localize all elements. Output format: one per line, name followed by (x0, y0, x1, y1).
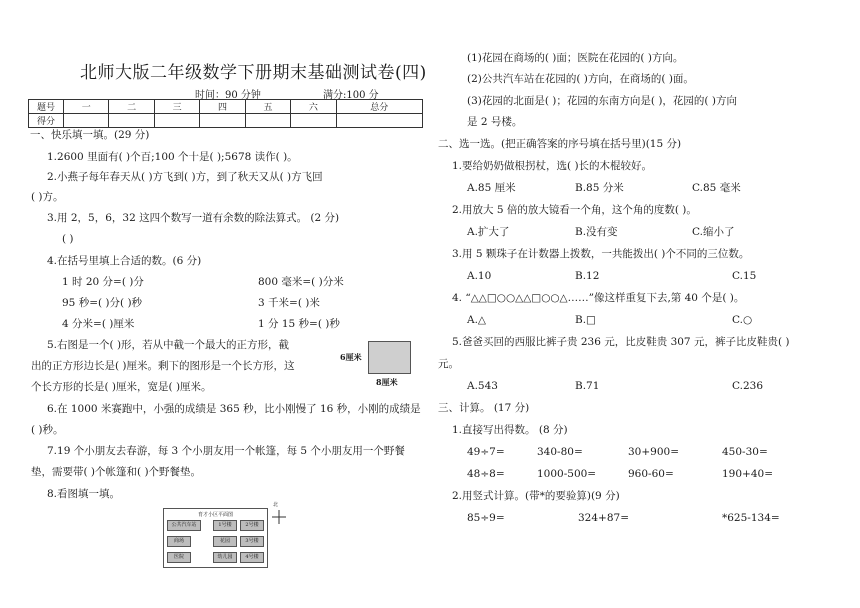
full-score: 满分:100 分 (323, 90, 379, 101)
question-1-3: 3.用 2，5，6，32 这四个数写一道有余数的除法算式。 (2 分) (47, 212, 340, 224)
question-1-7: 7.19 个小朋友去春游，每 3 个小朋友用一个帐篷，每 5 个小朋友用一个野餐 (47, 445, 405, 457)
vertical-calc-item: 85÷9= (467, 512, 505, 524)
vertical-calc-item: 324+87= (578, 512, 629, 524)
page-title: 北师大版二年级数学下册期末基础测试卷(四) (80, 63, 427, 83)
choice-question-2: 2.用放大 5 倍的放大镜看一个角，这个角的度数( )。 (452, 204, 697, 216)
choice-option[interactable]: B.没有变 (575, 226, 618, 238)
choice-option[interactable]: A.△ (467, 314, 486, 326)
score-input-cell[interactable] (336, 114, 422, 128)
choice-option[interactable]: C.缩小了 (692, 226, 735, 238)
question-1-5-cont: 出的正方形边长是( )厘米。剩下的图形是一个长方形，这 (31, 360, 295, 372)
choice-option[interactable]: C.85 毫米 (692, 182, 741, 194)
score-cell: 三 (154, 100, 199, 114)
conversion-item: 95 秒=( )分( )秒 (62, 297, 143, 309)
question-1-5: 5.右图是一个( )形，若从中截一个最大的正方形，截 (47, 339, 290, 351)
section-2-title: 二、选一选。(把正确答案的序号填在括号里)(15 分) (438, 138, 682, 150)
choice-question-4: 4. “△△□○○△△□○○△……”像这样重复下去,第 40 个是( )。 (452, 292, 745, 304)
question-1-2-cont: ( )方。 (31, 191, 64, 203)
choice-question-5: 5.爸爸买回的西服比裤子贵 236 元，比皮鞋贵 307 元，裤子比皮鞋贵( ) (452, 336, 790, 348)
score-cell: 总分 (336, 100, 422, 114)
score-table (28, 99, 423, 128)
calc-item: 1000-500= (537, 468, 597, 480)
rectangle-figure (368, 341, 411, 374)
score-cell: 一 (64, 100, 109, 114)
calc-item: 960-60= (628, 468, 674, 480)
choice-option[interactable]: A.10 (467, 270, 492, 282)
conversion-item: 4 分米=( )厘米 (62, 318, 135, 330)
calc-item: 190+40= (722, 468, 773, 480)
compass-icon (271, 506, 291, 526)
calc-item: 340-80= (537, 446, 583, 458)
score-cell: 四 (200, 100, 245, 114)
map-cell-bus-station: 公共汽车站 (167, 520, 201, 531)
question-1-4: 4.在括号里填上合适的数。(6 分) (47, 255, 202, 267)
conversion-item: 800 毫米=( )分米 (258, 276, 344, 288)
choice-option[interactable]: B.85 分米 (575, 182, 624, 194)
score-cell: 二 (109, 100, 154, 114)
choice-question-3: 3.用 5 颗珠子在计数器上拨数，一共能拨出( )个不同的三位数。 (452, 248, 750, 260)
score-cell: 得分 (29, 114, 64, 128)
question-1-5-cont: 个长方形的长是( )厘米，宽是( )厘米。 (31, 381, 212, 393)
conversion-item: 1 时 20 分=( )分 (62, 276, 144, 288)
map-cell-mall: 商场 (167, 536, 191, 547)
map-cell-hospital: 医院 (167, 552, 191, 563)
question-1-2: 2.小燕子每年春天从( )方飞到( )方，到了秋天又从( )方飞回 (47, 171, 323, 183)
question-map-3-cont: 是 2 号楼。 (467, 116, 523, 128)
score-input-cell[interactable] (154, 114, 199, 128)
score-input-cell[interactable] (109, 114, 154, 128)
vertical-calc-item: *625-134= (722, 512, 780, 524)
map-cell-building-3: 3号楼 (240, 536, 264, 547)
calc-item: 30+900= (628, 446, 679, 458)
choice-option[interactable]: C.15 (732, 270, 757, 282)
question-1-6: 6.在 1000 米赛跑中，小强的成绩是 365 秒，比小刚慢了 16 秒，小刚的成绩是 (47, 403, 421, 415)
choice-option[interactable]: B.71 (575, 380, 600, 392)
question-1-8: 8.看图填一填。 (47, 488, 121, 500)
choice-option[interactable]: B.12 (575, 270, 600, 282)
score-cell: 五 (245, 100, 290, 114)
score-input-cell[interactable] (64, 114, 109, 128)
map-title: 育才小区平面图 (197, 512, 233, 518)
choice-option[interactable]: B.□ (575, 314, 596, 326)
map-cell-building-1: 1号楼 (213, 520, 237, 531)
community-map (163, 508, 268, 568)
calc-item: 48÷8= (467, 468, 505, 480)
map-cell-building-2: 2号楼 (240, 520, 264, 531)
calc-item: 49÷7= (467, 446, 505, 458)
score-input-cell[interactable] (291, 114, 336, 128)
choice-question-5-cont: 元。 (438, 358, 459, 370)
question-1-1: 1.2600 里面有( )个百;100 个十是( );5678 读作( )。 (47, 151, 298, 163)
score-table-score-row (29, 114, 423, 128)
question-1-6-cont: ( )秒。 (31, 424, 64, 436)
choice-option[interactable]: A.543 (467, 380, 498, 392)
compass-north-label: 北 (273, 502, 279, 508)
map-cell-kindergarten: 幼儿园 (213, 552, 237, 563)
calc-question-1: 1.直接写出得数。 (8 分) (452, 424, 568, 436)
conversion-item: 3 千米=( )米 (258, 297, 320, 309)
score-input-cell[interactable] (200, 114, 245, 128)
score-cell: 六 (291, 100, 336, 114)
figure-width-label: 6厘米 (340, 352, 362, 362)
answer-blank-1-3[interactable]: ( ) (62, 233, 74, 245)
question-1-7-cont: 垫，需要带( )个帐篷和( )个野餐垫。 (31, 466, 202, 478)
choice-option[interactable]: A.扩大了 (467, 226, 510, 238)
score-table-header-row (29, 100, 423, 114)
conversion-item: 1 分 15 秒=( )秒 (258, 318, 340, 330)
figure-length-label: 8厘米 (376, 377, 398, 387)
map-cell-garden: 花园 (213, 536, 237, 547)
question-map-2: (2)公共汽车站在花园的( )方向，在商场的( )面。 (467, 73, 694, 85)
choice-option[interactable]: A.85 厘米 (467, 182, 516, 194)
question-map-3: (3)花园的北面是( )；花园的东南方向是( )，花园的( )方向 (467, 95, 737, 107)
choice-question-1: 1.要给奶奶做根拐杖，选( )长的木棍较好。 (452, 160, 653, 172)
calc-item: 450-30= (722, 446, 768, 458)
question-map-1: (1)花园在商场的( )面；医院在花园的( )方向。 (467, 52, 684, 64)
choice-option[interactable]: C.236 (732, 380, 764, 392)
section-3-title: 三、计算。 (17 分) (438, 402, 530, 414)
exam-time: 时间：90 分钟 (195, 90, 261, 101)
section-1-title: 一、快乐填一填。(29 分) (30, 129, 150, 141)
map-cell-building-4: 4号楼 (240, 552, 264, 563)
score-input-cell[interactable] (245, 114, 290, 128)
choice-option[interactable]: C.○ (732, 314, 753, 326)
calc-question-2: 2.用竖式计算。(带*的要验算)(9 分) (452, 490, 620, 502)
score-cell: 题号 (29, 100, 64, 114)
